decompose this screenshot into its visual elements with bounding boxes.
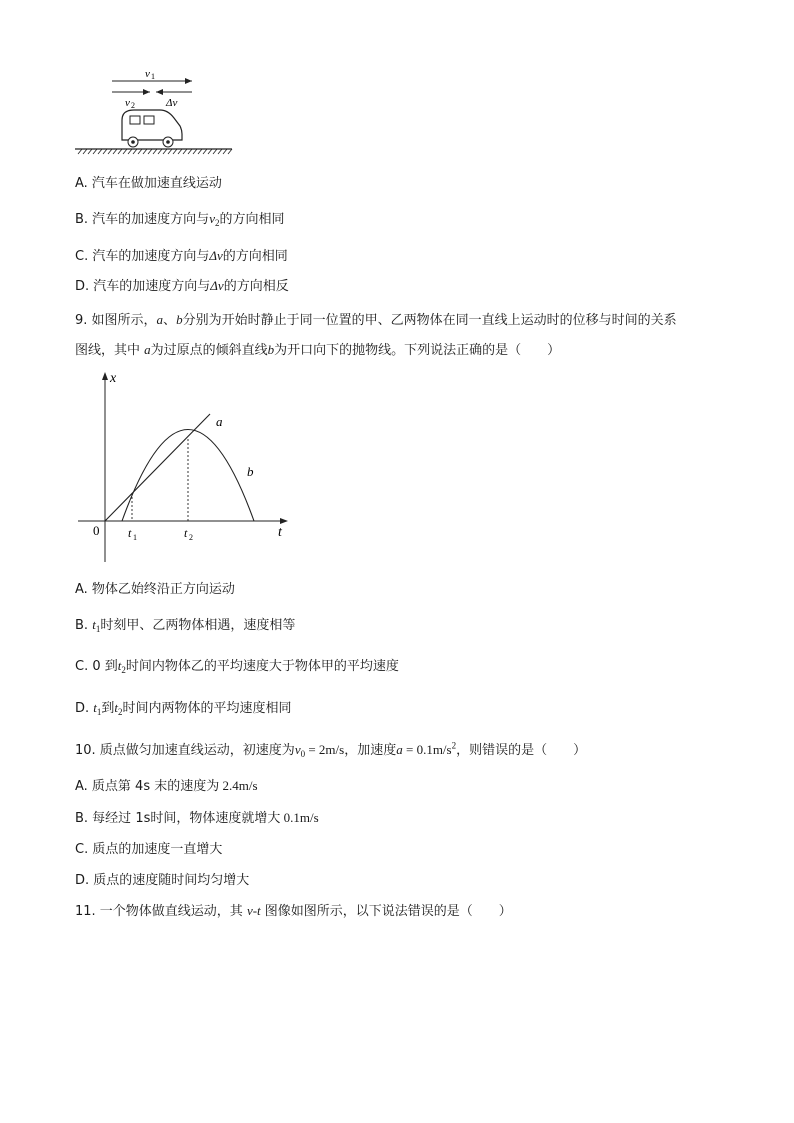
q9-xt-graph [70,366,295,566]
q10-option-a: A. 质点第 4s 末的速度为 2.4m/s [75,778,258,794]
svg-text:2: 2 [131,101,135,110]
v2-label: v [125,97,130,109]
q10-stem: 10. 质点做匀加速直线运动，初速度为$v_0 = 2m/s$，加速度$a = 0.1m/s^2$，则错误的是（ ） [75,740,587,759]
q10-option-d: D. 质点的速度随时间均匀增大 [75,873,250,888]
svg-text:1: 1 [133,533,137,542]
q9-stem-line2: 图线，其中 a为过原点的倾斜直线b为开口向下的抛物线。下列说法正确的是（ ） [75,342,561,358]
q8-option-b: B. 汽车的加速度方向与$v_2$的方向相同 [75,211,285,228]
svg-text:2: 2 [189,533,193,542]
q9-option-a: A. 物体乙始终沿正方向运动 [75,582,235,597]
t2-label: t [184,526,188,540]
label-a: a [216,414,223,429]
svg-text:1: 1 [151,72,155,81]
q9-option-b: B. $t_1$时刻甲、乙两物体相遇，速度相等 [75,617,296,634]
t1-label: t [128,526,132,540]
x-axis-label: t [278,525,282,540]
q8-option-d: D. 汽车的加速度方向与Δv的方向相反 [75,278,289,294]
y-axis-label: x [110,371,117,386]
dv-label: Δv [166,97,178,109]
q9-option-c: C. 0 到$t_2$时间内物体乙的平均速度大于物体甲的平均速度 [75,658,399,675]
q10-option-b: B. 每经过 1s时间，物体速度就增大 0.1m/s [75,810,319,826]
label-b: b [247,464,254,479]
q9-option-d: D. $t_1$到$t_2$时间内两物体的平均速度相同 [75,700,292,717]
q11-stem: 11. 一个物体做直线运动，其 v-t 图像如图所示，以下说法错误的是（ ） [75,903,512,919]
origin-label: 0 [93,523,100,538]
q9-stem-line1: 9. 如图所示，a、b分别为开始时静止于同一位置的甲、乙两物体在同一直线上运动时的位移与时间的关系 [75,312,677,328]
q8-option-c: C. 汽车的加速度方向与Δv的方向相同 [75,248,288,264]
v1-label: v [145,68,150,80]
q8-option-a: A. 汽车在做加速直线运动 [75,176,222,191]
q10-option-c: C. 质点的加速度一直增大 [75,842,223,857]
car-velocity-figure [70,62,240,157]
